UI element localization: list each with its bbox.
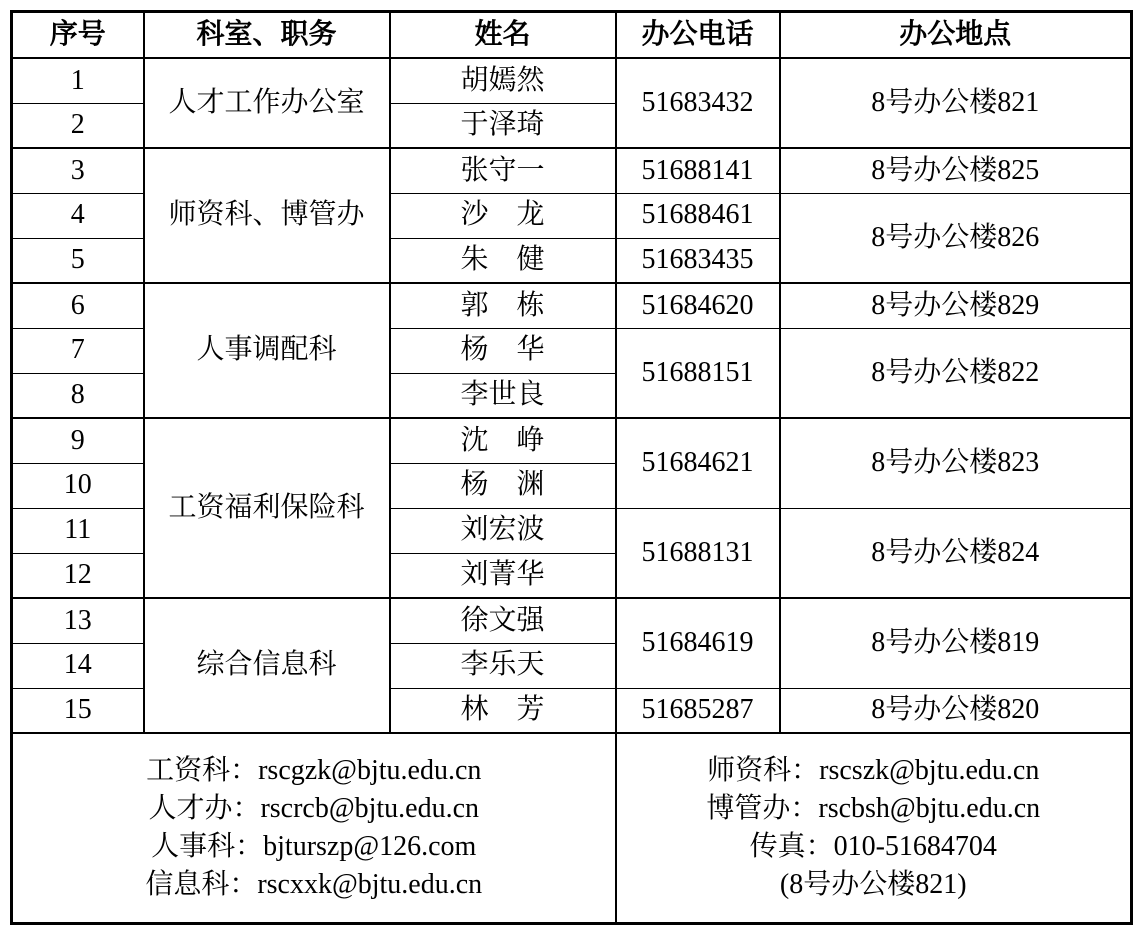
department-cell: 工资福利保险科 xyxy=(144,418,390,598)
email-line-gongzike: 工资科：rscgzk@bjtu.edu.cn xyxy=(146,754,482,786)
name-cell: 李世良 xyxy=(390,373,616,418)
location-cell: 8号办公楼829 xyxy=(780,283,1132,328)
name-cell: 沈 峥 xyxy=(390,418,616,463)
phone-cell: 51688461 xyxy=(616,193,780,238)
table-row xyxy=(12,148,1132,193)
email-line-shizike: 师资科：rscszk@bjtu.edu.cn xyxy=(707,754,1040,786)
serial-cell: 4 xyxy=(12,193,144,238)
department-cell: 人才工作办公室 xyxy=(144,58,390,148)
contact-directory-table xyxy=(10,10,1133,925)
name-cell: 于泽琦 xyxy=(390,103,616,148)
table-row xyxy=(12,418,1132,463)
department-cell: 人事调配科 xyxy=(144,283,390,418)
location-cell: 8号办公楼819 xyxy=(780,598,1132,688)
col-header-serial: 序号 xyxy=(12,12,144,59)
col-header-phone: 办公电话 xyxy=(616,12,780,59)
col-header-dept: 科室、职务 xyxy=(144,12,390,59)
phone-cell: 51683432 xyxy=(616,58,780,148)
name-cell: 朱 健 xyxy=(390,238,616,283)
email-line-renshike: 人事科：bjturszp@126.com xyxy=(151,830,477,862)
serial-cell: 6 xyxy=(12,283,144,328)
phone-cell: 51683435 xyxy=(616,238,780,283)
serial-cell: 9 xyxy=(12,418,144,463)
serial-cell: 2 xyxy=(12,103,144,148)
name-cell: 杨 渊 xyxy=(390,463,616,508)
serial-cell: 13 xyxy=(12,598,144,643)
serial-cell: 3 xyxy=(12,148,144,193)
name-cell: 刘菁华 xyxy=(390,553,616,598)
footer-left-cell xyxy=(12,733,616,923)
header-row xyxy=(12,12,1132,59)
name-cell: 刘宏波 xyxy=(390,508,616,553)
phone-cell: 51684620 xyxy=(616,283,780,328)
serial-cell: 8 xyxy=(12,373,144,418)
location-cell: 8号办公楼824 xyxy=(780,508,1132,598)
table-row xyxy=(12,58,1132,103)
col-header-name: 姓名 xyxy=(390,12,616,59)
fax-location-line: (8号办公楼821) xyxy=(779,868,967,900)
location-cell: 8号办公楼825 xyxy=(780,148,1132,193)
table-row xyxy=(12,598,1132,643)
serial-cell: 11 xyxy=(12,508,144,553)
fax-line: 传真：010-51684704 xyxy=(749,830,997,862)
name-cell: 李乐天 xyxy=(390,643,616,688)
location-cell: 8号办公楼820 xyxy=(780,688,1132,733)
name-cell: 徐文强 xyxy=(390,598,616,643)
serial-cell: 12 xyxy=(12,553,144,598)
location-cell: 8号办公楼823 xyxy=(780,418,1132,508)
email-line-rencaiban: 人才办：rscrcb@bjtu.edu.cn xyxy=(148,792,480,824)
footer-row xyxy=(12,733,1132,923)
name-cell: 张守一 xyxy=(390,148,616,193)
phone-cell: 51688141 xyxy=(616,148,780,193)
table-row xyxy=(12,283,1132,328)
col-header-location: 办公地点 xyxy=(780,12,1132,59)
name-cell: 胡嫣然 xyxy=(390,58,616,103)
serial-cell: 7 xyxy=(12,328,144,373)
location-cell: 8号办公楼826 xyxy=(780,193,1132,283)
phone-cell: 51685287 xyxy=(616,688,780,733)
name-cell: 林 芳 xyxy=(390,688,616,733)
department-cell: 师资科、博管办 xyxy=(144,148,390,283)
name-cell: 沙 龙 xyxy=(390,193,616,238)
location-cell: 8号办公楼822 xyxy=(780,328,1132,418)
phone-cell: 51684621 xyxy=(616,418,780,508)
name-cell: 郭 栋 xyxy=(390,283,616,328)
email-line-boguanban: 博管办：rscbsh@bjtu.edu.cn xyxy=(706,792,1041,824)
serial-cell: 15 xyxy=(12,688,144,733)
phone-cell: 51688131 xyxy=(616,508,780,598)
serial-cell: 14 xyxy=(12,643,144,688)
department-cell: 综合信息科 xyxy=(144,598,390,733)
email-line-xinxike: 信息科：rscxxk@bjtu.edu.cn xyxy=(145,868,483,900)
location-cell: 8号办公楼821 xyxy=(780,58,1132,148)
serial-cell: 1 xyxy=(12,58,144,103)
phone-cell: 51684619 xyxy=(616,598,780,688)
phone-cell: 51688151 xyxy=(616,328,780,418)
footer-right-cell xyxy=(616,733,1132,923)
name-cell: 杨 华 xyxy=(390,328,616,373)
serial-cell: 10 xyxy=(12,463,144,508)
serial-cell: 5 xyxy=(12,238,144,283)
